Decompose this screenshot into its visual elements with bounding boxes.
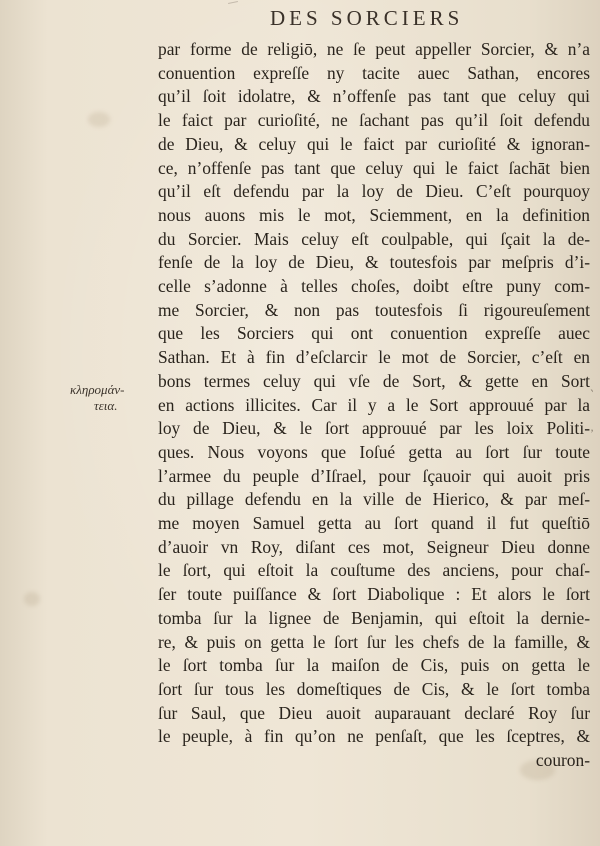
edge-mark: ’	[590, 426, 594, 440]
text-line: bons termes celuy qui vſe de Sort, & gette en Sort	[158, 370, 590, 391]
text-line: celle s’adonne à telles choſes, doibt eſtre puny com-	[158, 276, 590, 297]
text-line: ce, n’offenſe pas tant que celuy qui le faict ſachāt bien	[158, 157, 590, 178]
text-line: ſur Saul, que Dieu auoit auparauant declaré Roy ſur	[158, 702, 590, 723]
text-line: qu’il ſoit idolatre, & n’offenſe pas tant que celuy qui	[158, 86, 590, 107]
text-line: de Dieu, & celuy qui le faict par curioſité & ignoran-	[158, 133, 590, 154]
page-mark	[228, 1, 238, 4]
paper-stain	[88, 112, 110, 127]
text-line: re, & puis on getta le ſort ſur les chefs de la famille, &	[158, 631, 590, 652]
text-line: le ſort, qui eſtoit la couſtume des anciens, pour chaſ-	[158, 560, 590, 581]
text-line: conuention expreſſe ny tacite auec Sathan, encores	[158, 62, 590, 83]
text-line: par forme de religiō, ne ſe peut appeller Sorcier, & n’a	[158, 39, 590, 59]
catchword: couron-	[535, 750, 590, 771]
text-line: l’armee du peuple d’Iſrael, pour ſçauoir qui auoit pris	[158, 465, 590, 486]
text-line: le ſort tomba ſur la maiſon de Cis, puis on getta le	[158, 655, 590, 676]
text-line: du Sorcier. Mais celuy eſt coulpable, qui ſçait la de-	[158, 228, 590, 249]
body-text	[158, 38, 590, 773]
text-line: en actions illicites. Car il y a le Sort approuué par la	[158, 394, 590, 415]
text-line: me Sorcier, & non pas toutesfois ſi rigoureuſement	[158, 299, 590, 320]
edge-mark: ˏ	[589, 377, 598, 394]
marginal-note-line-1: κληρομάν-	[70, 382, 125, 397]
text-line: ſer toute puiſſance & ſort Diabolique : Et alors le ſort	[158, 584, 590, 605]
text-line: Sathan. Et à fin d’eſclarcir le mot de Sorcier, c’eſt en	[158, 347, 590, 368]
text-line: le peuple, à fin qu’on ne penſaſt, que les ſceptres, &	[158, 726, 590, 747]
text-line: tomba ſur la lignee de Benjamin, qui eſtoit la dernie-	[158, 607, 590, 628]
text-line: loy de Dieu, & le ſort approuué par les loix Politi-	[158, 418, 590, 439]
text-line: qu’il eſt defendu par la loy de Dieu. C’eſt pourquoy	[158, 181, 590, 202]
paper-stain	[24, 592, 40, 606]
text-line: du pillage defendu en la ville de Hierico, & par meſ-	[158, 489, 590, 510]
text-line: ques. Nous voyons que Ioſué getta au ſort ſur toute	[158, 441, 590, 462]
marginal-note	[70, 382, 152, 414]
text-line: d’auoir vn Roy, diſant ces mot, Seigneur Dieu donne	[158, 536, 590, 557]
running-head: DES SORCIERS	[270, 6, 464, 30]
text-line: nous auons mis le mot, Sciemment, en la definition	[158, 204, 590, 225]
marginal-note-line-2: τεια.	[94, 398, 118, 413]
text-line: que les Sorciers qui ont conuention expreſſe auec	[158, 323, 590, 344]
text-line: ſort ſur tous les domeſtiques de Cis, & le ſort tomba	[158, 678, 590, 699]
text-line: fenſe de la loy de Dieu, & toutesfois par meſpris d’i-	[158, 252, 590, 273]
text-line: le faict par curioſité, ne ſachant pas qu’il ſoit defendu	[158, 110, 590, 131]
text-line: me moyen Samuel getta au ſort quand il fut queſtiō	[158, 513, 590, 534]
